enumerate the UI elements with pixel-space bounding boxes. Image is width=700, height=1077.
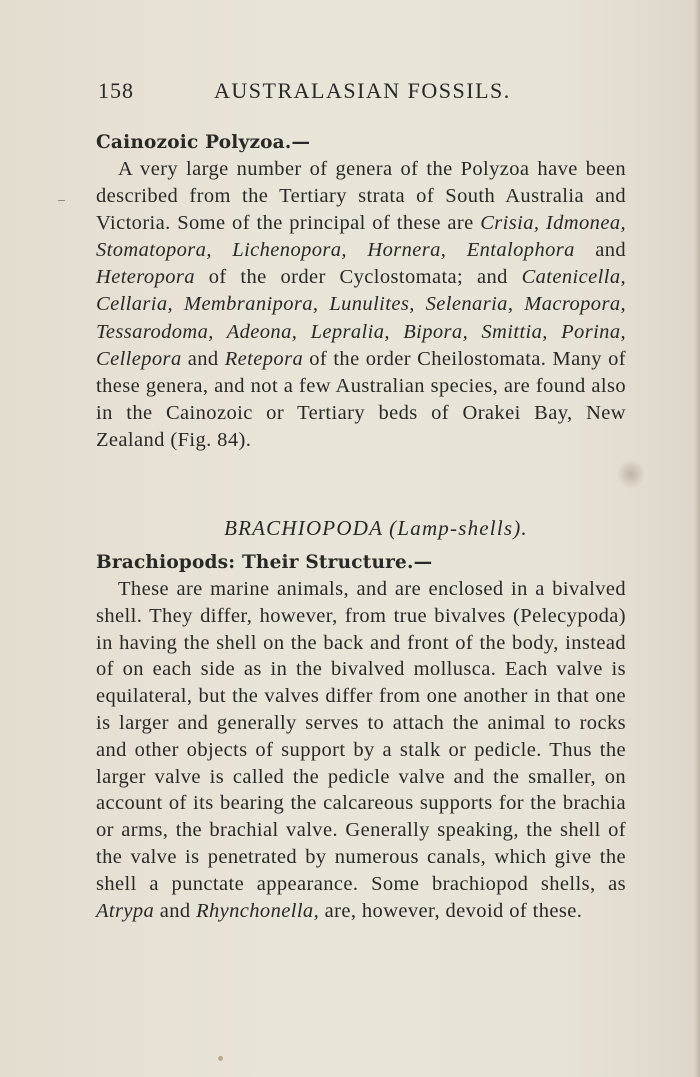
subtitle-main: BRACHIOPODA bbox=[224, 516, 383, 540]
section-heading: Cainozoic Polyzoa.— bbox=[96, 132, 311, 153]
text-run: and bbox=[154, 899, 197, 922]
italic-run: Catenicella, Cellaria, Membranipora, Lunulites, Selenaria, Macropora, Tessarodoma, Adeona, Lepralia, Bipora, Smittia, Porina, Cellepora bbox=[96, 266, 626, 370]
text-run: of the order Cheilostomata. Many of these genera, and not a few Australian species, are found also in the Cainozoic or Tertiary beds of Orakei Bay, New Zealand (Fig. 84). bbox=[96, 347, 626, 451]
italic-run: Heteropora bbox=[96, 266, 195, 289]
chapter-subtitle bbox=[96, 516, 626, 541]
running-header bbox=[98, 78, 518, 108]
text-run: and bbox=[574, 239, 626, 262]
subtitle-brachiopoda bbox=[96, 516, 626, 541]
text-run: A very large number of genera of the Polyzoa have been described from the Tertiary strata of South Australia and Victoria. Some of the principal of these are bbox=[96, 158, 626, 235]
subtitle-gloss: (Lamp-shells). bbox=[389, 516, 528, 540]
italic-run: Retepora bbox=[224, 347, 304, 370]
italic-run: Crisia, Idmonea, Stomatopora, Lichenopora, Hornera, Entalophora bbox=[96, 212, 626, 262]
section-cainozoic-polyzoa bbox=[96, 130, 626, 454]
paper-stain bbox=[618, 458, 644, 490]
italic-run: Atrypa bbox=[96, 899, 155, 922]
italic-run: Rhynchonella bbox=[196, 899, 314, 922]
body-paragraph bbox=[96, 156, 626, 454]
text-run: These are marine animals, and are enclosed in a bivalved shell. They differ, however, from true bivalves (Pelecypoda) in having the shell on the back and front of the body, instead of on each side as in the bivalved mollusca. Each valve is equilateral, but the valves differ from one another in that one is larger and generally serves to attach the animal to rocks and other objects of support by a stalk or pedicle. Thus the larger valve is called the pedicle valve and the smaller, on account of its bearing the calcareous supports for the brachia or arms, the brachial valve. Generally speaking, the shell of the valve is penetrated by numerous canals, which give the shell a punctate appearance. Some brachiopod shells, as bbox=[96, 578, 626, 895]
paper-spot bbox=[218, 1056, 223, 1061]
text-run: and bbox=[181, 347, 225, 370]
section-heading: Brachiopods: Their Structure.— bbox=[96, 552, 433, 573]
text-run: of the order Cyclostomata; and bbox=[194, 266, 522, 289]
section-brachiopod-structure bbox=[96, 550, 626, 924]
running-title: AUSTRALASIAN FOSSILS. bbox=[214, 78, 511, 103]
body-paragraph bbox=[96, 576, 626, 924]
margin-mark bbox=[58, 200, 65, 201]
text-run: , are, however, devoid of these. bbox=[313, 899, 583, 922]
page-number: 158 bbox=[98, 78, 134, 103]
